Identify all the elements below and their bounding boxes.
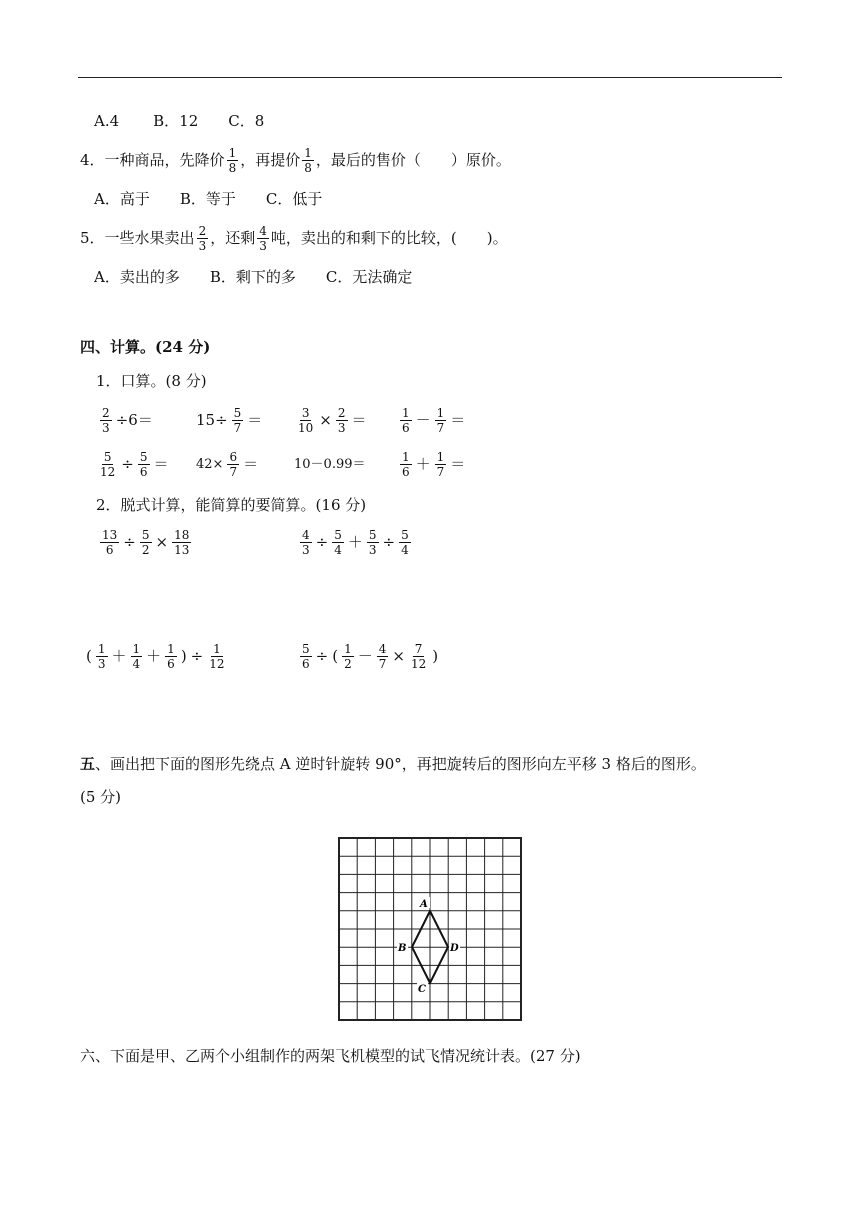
question-number: 5． — [80, 228, 105, 247]
oral-expr-8: $\frac{1}{6}$ ＋ $\frac{1}{7}$ ＝ — [402, 449, 466, 479]
section-5-title: 五 、画出把下面的图形先绕点 A 逆时针旋转 90°，再把旋转后的图形向左平移 3 格后的图形。 — [80, 755, 706, 773]
fraction: $\frac{4}{3}$ — [259, 223, 267, 253]
option-a: A.4 — [94, 112, 120, 130]
oral-expr-2: 15÷ $\frac{5}{7}$ ＝ — [196, 405, 263, 435]
point-a-label: A — [420, 899, 428, 910]
oral-calc-heading: 1．口算。(8 分) — [96, 372, 207, 390]
fraction: $\frac{1}{8}$ — [228, 145, 237, 175]
question-4 — [80, 146, 511, 174]
q3-options — [94, 114, 264, 129]
oral-expr-3: $\frac{3}{10}$ × $\frac{2}{3}$ ＝ — [298, 405, 367, 435]
question-text: 一种商品，先降价 — [104, 150, 225, 169]
question-text: 吨，卖出的和剩下的比较，( )。 — [270, 228, 508, 247]
option-a: A．高于 — [94, 190, 150, 208]
question-text: ，还剩 — [210, 228, 256, 247]
header-rule — [78, 77, 782, 78]
written-expr-4: $\frac{5}{6}$ ÷ ( $\frac{1}{2}$ － $\frac{4}{7}$ × $\frac{7}{12}$ ) — [302, 641, 439, 671]
question-5 — [80, 224, 508, 252]
section-5-score: (5 分) — [80, 788, 122, 806]
oral-expr-6: 42× $\frac{6}{7}$ ＝ — [196, 449, 259, 479]
written-expr-2: $\frac{4}{3}$ ÷ $\frac{5}{4}$ ＋ $\frac{5}{3}$ ÷ $\frac{5}{4}$ — [302, 527, 409, 557]
q5-options — [94, 270, 412, 285]
oral-expr-7: 10－0.99＝ — [294, 456, 366, 472]
point-b-label: B — [398, 943, 407, 954]
fraction: $\frac{2}{3}$ — [198, 223, 207, 253]
oral-expr-1: $\frac{2}{3}$ ÷6＝ — [102, 405, 153, 435]
written-expr-3: ( $\frac{1}{3}$ ＋ $\frac{1}{4}$ ＋ $\frac{1}{6}$ ) ÷ $\frac{1}{12}$ — [86, 641, 225, 671]
question-text: ，最后的售价（ ）原价。 — [315, 150, 511, 169]
option-a: A．卖出的多 — [94, 268, 180, 286]
question-text: 一些水果卖出 — [104, 228, 195, 247]
point-d-label: D — [450, 943, 459, 954]
written-expr-1: $\frac{13}{6}$ ÷ $\frac{5}{2}$ × $\frac{18}{13}$ — [102, 527, 190, 557]
section-4-title: 四、计算。(24 分) — [80, 338, 211, 356]
q4-options — [94, 192, 322, 207]
option-b: B．等于 — [179, 190, 236, 208]
grid-lines — [339, 838, 521, 1020]
fraction: $\frac{1}{8}$ — [304, 145, 312, 175]
rotation-grid — [338, 837, 522, 1021]
question-text: ，再提价 — [240, 150, 301, 169]
oral-expr-5: $\frac{5}{12}$ ÷ $\frac{5}{6}$ ＝ — [100, 449, 169, 479]
option-b: B．12 — [153, 112, 199, 130]
point-c-label: C — [418, 984, 426, 995]
option-b: B．剩下的多 — [209, 268, 296, 286]
question-number: 4． — [80, 150, 105, 169]
oral-expr-4: $\frac{1}{6}$ － $\frac{1}{7}$ ＝ — [402, 405, 466, 435]
written-calc-heading: 2．脱式计算，能简算的要简算。(16 分) — [96, 496, 367, 514]
grid-figure — [338, 837, 522, 1021]
option-c: C．低于 — [265, 190, 323, 208]
section-6-title: 六、下面是甲、乙两个小组制作的两架飞机模型的试飞情况统计表。(27 分) — [80, 1047, 581, 1065]
option-c: C．无法确定 — [325, 268, 413, 286]
option-c: C．8 — [228, 112, 265, 130]
